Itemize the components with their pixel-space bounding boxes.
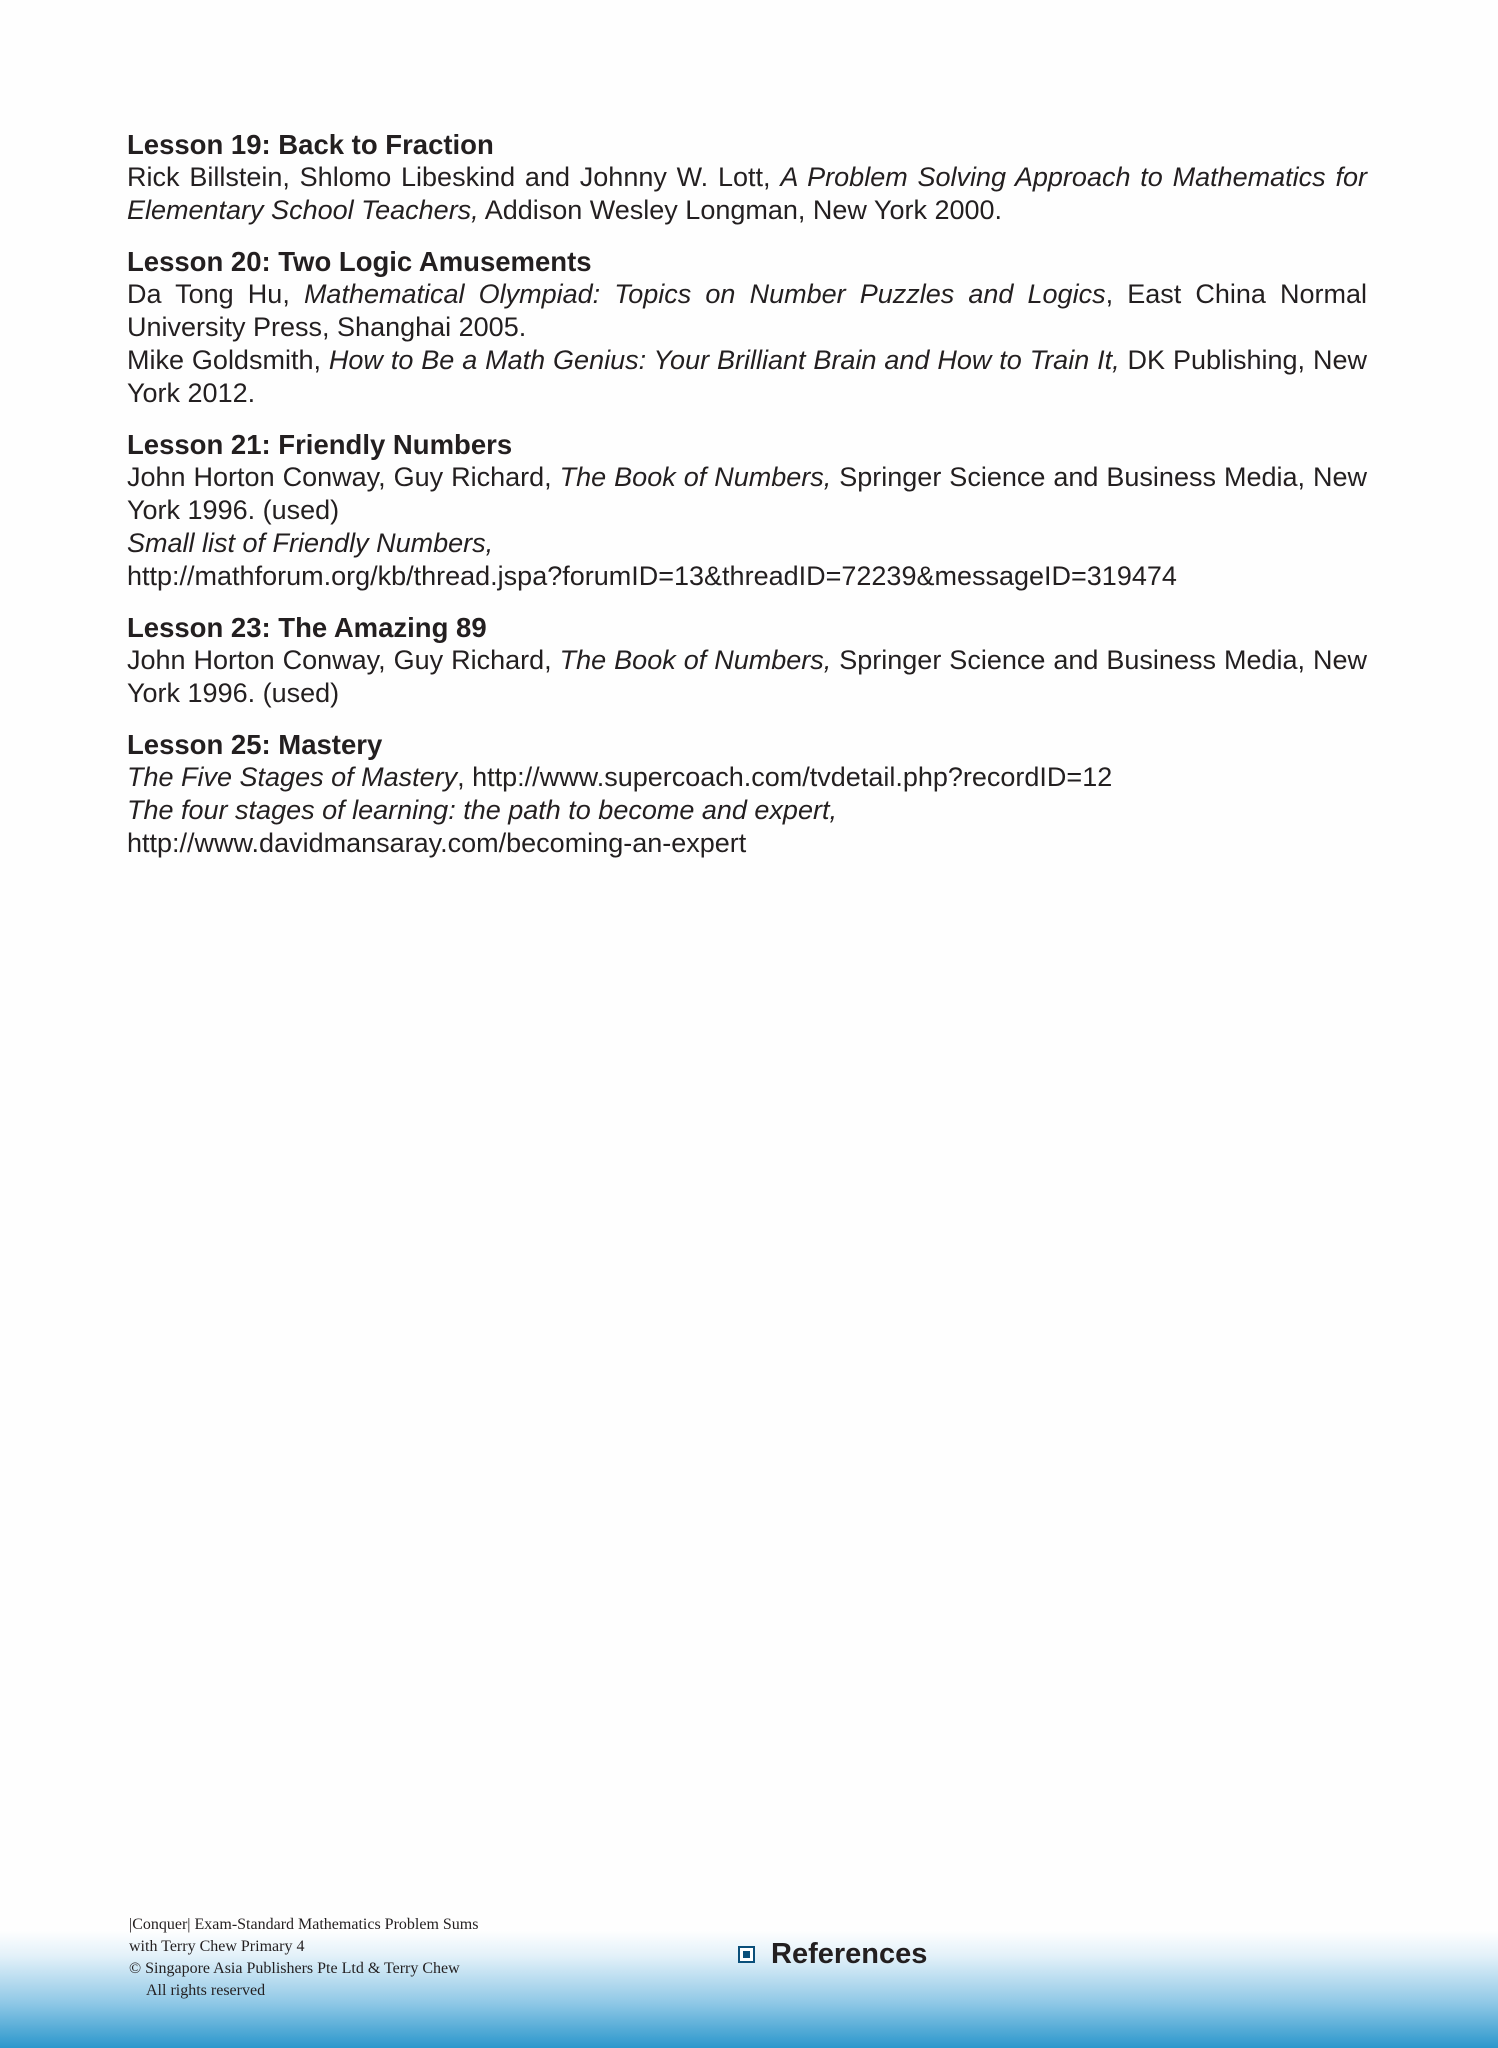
lesson-title: Lesson 23: The Amazing 89 xyxy=(127,612,487,643)
reference-url: http://mathforum.org/kb/thread.jspa?forumID=13&threadID=72239&messageID=319474 xyxy=(127,561,1177,591)
reference-entry: Small list of Friendly Numbers, xyxy=(127,528,494,558)
footer-rights: All rights reserved xyxy=(146,1982,266,1999)
reference-entry: John Horton Conway, Guy Richard, The Book of Numbers, Springer Science and Business Media, New York 1996. (used) xyxy=(127,645,1367,708)
lesson-25-section xyxy=(127,728,1367,860)
footer-copyright xyxy=(129,1914,478,2002)
lesson-20-section xyxy=(127,245,1367,410)
reference-entry: Mike Goldsmith, How to Be a Math Genius: Your Brilliant Brain and How to Train It, DK Publishing, New York 2012. xyxy=(127,345,1367,408)
lesson-19-section xyxy=(127,128,1367,227)
lesson-title: Lesson 20: Two Logic Amusements xyxy=(127,246,592,277)
reference-entry: The four stages of learning: the path to become and expert, xyxy=(127,795,837,825)
section-title: References xyxy=(771,1938,928,1970)
footer-section-label xyxy=(738,1938,927,1971)
reference-url: http://www.davidmansaray.com/becoming-an-expert xyxy=(127,828,747,858)
lesson-title: Lesson 25: Mastery xyxy=(127,729,383,760)
lesson-21-section xyxy=(127,428,1367,593)
lesson-title: Lesson 21: Friendly Numbers xyxy=(127,429,513,460)
reference-entry: Rick Billstein, Shlomo Libeskind and Johnny W. Lott, A Problem Solving Approach to Mathematics for Elementary School Teachers, Addison Wesley Longman, New York 2000. xyxy=(127,162,1367,225)
lesson-title: Lesson 19: Back to Fraction xyxy=(127,129,494,160)
footer-book-title: |Conquer| Exam-Standard Mathematics Problem Sums xyxy=(129,1916,479,1933)
reference-entry: The Five Stages of Mastery, http://www.supercoach.com/tvdetail.php?recordID=12 xyxy=(127,762,1113,792)
footer-book-subtitle: with Terry Chew Primary 4 xyxy=(129,1938,305,1955)
lesson-23-section xyxy=(127,611,1367,710)
square-bullet-icon xyxy=(738,1946,755,1963)
references-content xyxy=(127,128,1367,878)
reference-entry: Da Tong Hu, Mathematical Olympiad: Topics on Number Puzzles and Logics, East China Normal University Press, Shanghai 2005. xyxy=(127,279,1367,342)
footer-copyright-line: © Singapore Asia Publishers Pte Ltd & Terry Chew xyxy=(129,1960,460,1977)
reference-entry: John Horton Conway, Guy Richard, The Book of Numbers, Springer Science and Business Media, New York 1996. (used) xyxy=(127,462,1367,525)
